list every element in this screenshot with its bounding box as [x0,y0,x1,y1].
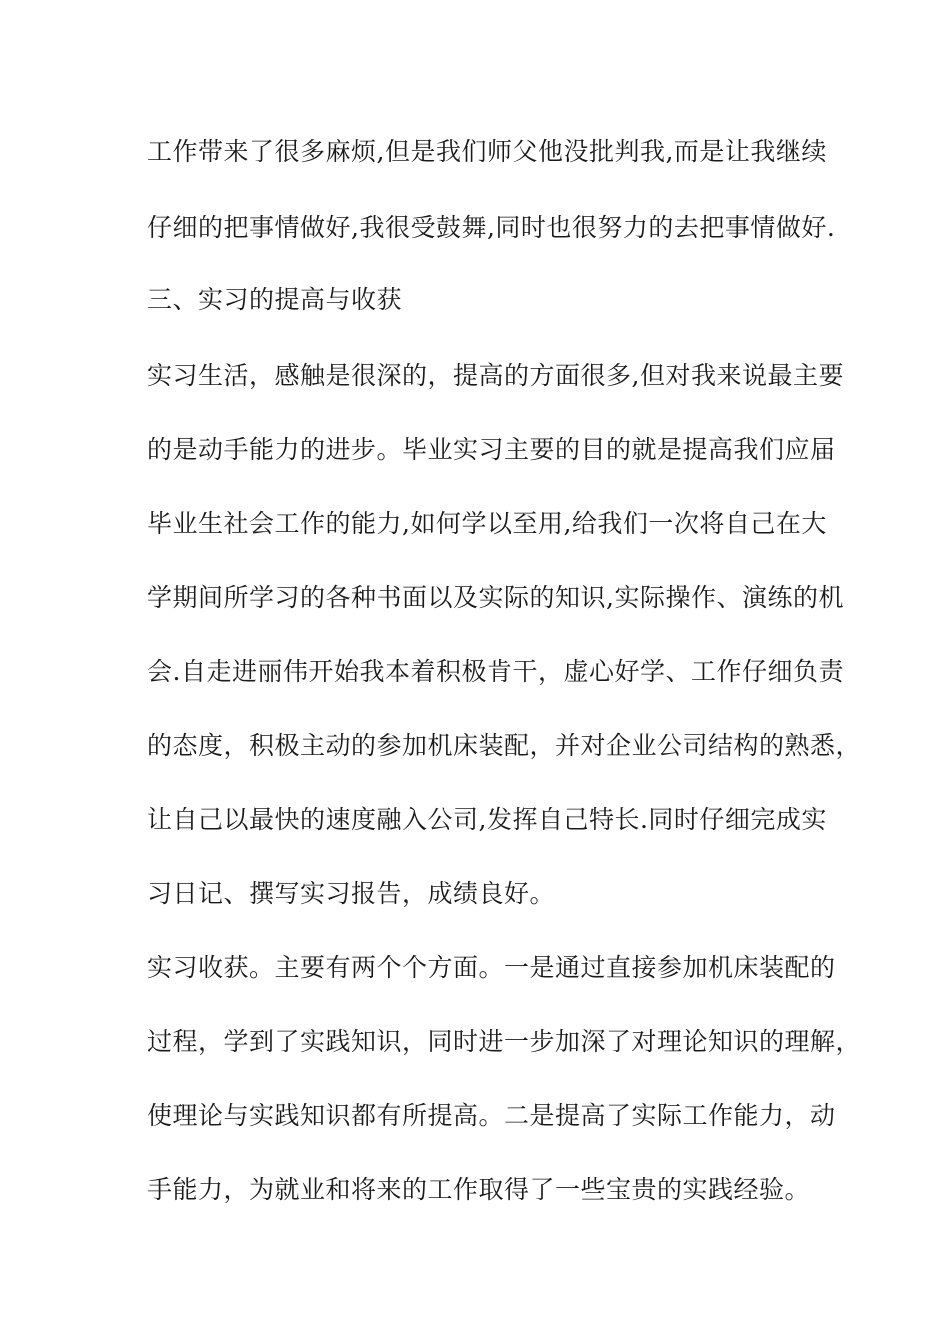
text-line: 的态度，积极主动的参加机床装配，并对企业公司结构的熟悉， [147,731,862,760]
text-line: 手能力，为就业和将来的工作取得了一些宝贵的实践经验。 [147,1175,811,1204]
text-line: 让自己以最快的速度融入公司,发挥自己特长.同时仔细完成实 [147,805,827,834]
text-line: 过程，学到了实践知识，同时进一步加深了对理论知识的理解， [147,1027,862,1056]
text-line: 实习生活，感触是很深的，提高的方面很多,但对我来说最主要 [147,361,844,390]
text-line: 毕业生社会工作的能力,如何学以至用,给我们一次将自己在大 [147,509,827,538]
text-line: 学期间所学习的各种书面以及实际的知识,实际操作、演练的机 [147,583,844,612]
text-line: 习日记、撰写实习报告，成绩良好。 [147,879,556,908]
text-line: 使理论与实践知识都有所提高。二是提高了实际工作能力，动 [147,1101,836,1130]
text-line: 仔细的把事情做好,我很受鼓舞,同时也很努力的去把事情做好. [147,213,836,242]
text-line: 会.自走进丽伟开始我本着积极肯干，虚心好学、工作仔细负责 [147,657,844,686]
text-line: 实习收获。主要有两个个方面。一是通过直接参加机床装配的 [147,953,836,982]
text-line: 工作带来了很多麻烦,但是我们师父他没批判我,而是让我继续 [147,137,827,166]
text-line: 的是动手能力的进步。毕业实习主要的目的就是提高我们应届 [147,435,836,464]
section-heading: 三、实习的提高与收获 [147,285,403,314]
